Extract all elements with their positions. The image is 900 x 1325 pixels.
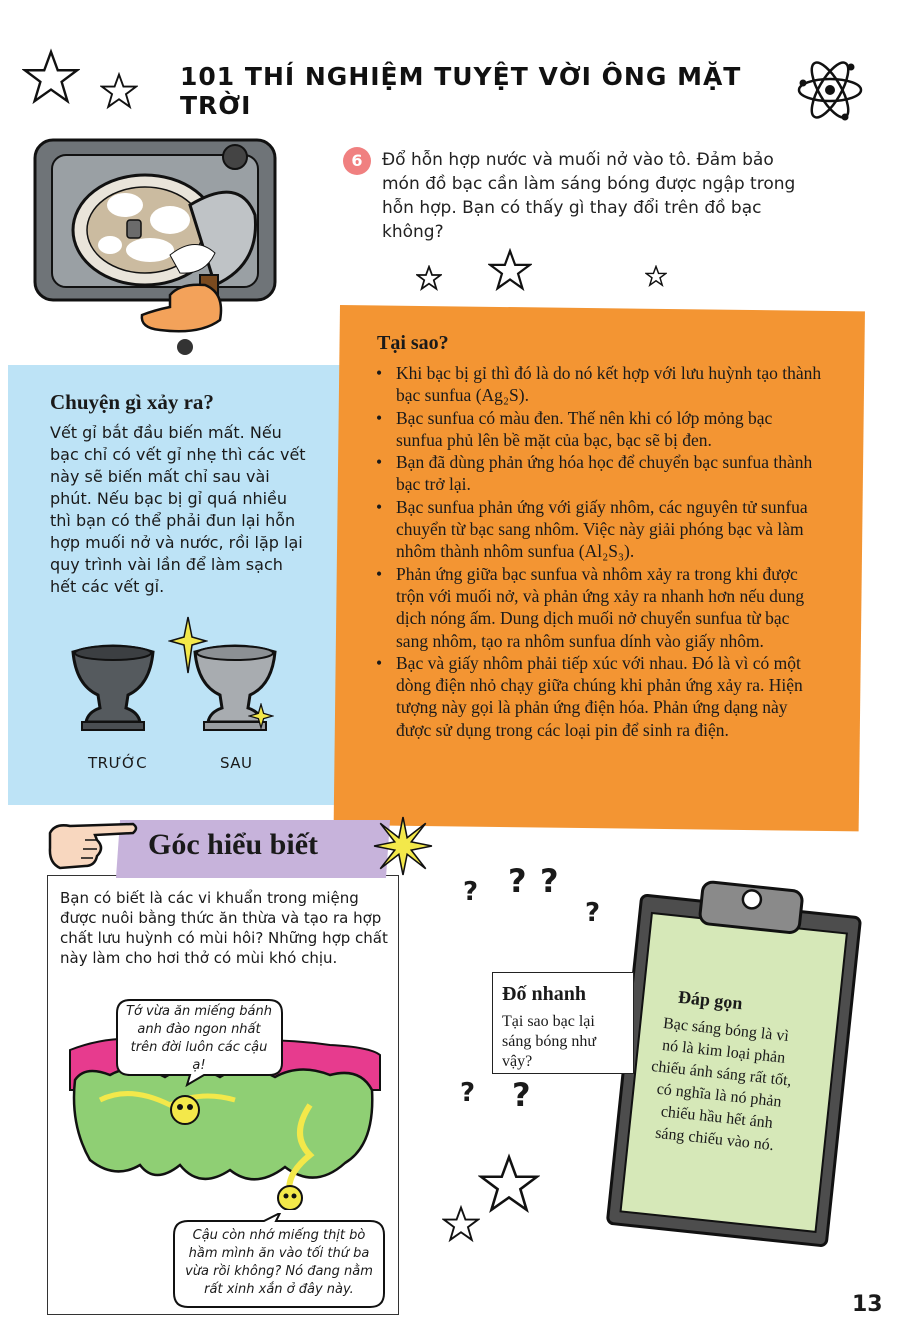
answer-title: Đáp gọn xyxy=(677,986,744,1014)
speech-bubble-text: Tớ vừa ăn miếng bánh anh đào ngon nhất trên đời luôn các cậu ạ! xyxy=(126,1004,272,1073)
sink-bowl-illustration xyxy=(30,135,330,360)
quick-quiz-question: Tại sao bạc lại sáng bóng như vậy? xyxy=(502,1013,596,1070)
question-mark-icon: ? xyxy=(585,898,601,928)
knowledge-title: Góc hiểu biết xyxy=(148,828,318,861)
question-mark-icon: ? xyxy=(508,862,527,900)
quick-quiz-title: Đố nhanh xyxy=(502,983,586,1005)
knowledge-text: Bạn có biết là các vi khuẩn trong miệng được nuôi bằng thức ăn thừa và tạo ra hợp chất lưu huỳnh có mùi hôi? Những hợp chất này làm cho hơi thở có mùi khó chịu. xyxy=(60,889,388,967)
what-happens-title: Chuyện gì xảy ra? xyxy=(50,390,214,414)
question-mark-icon: ? xyxy=(460,1078,476,1108)
star-icon xyxy=(22,48,80,106)
star-icon xyxy=(488,248,532,292)
question-mark-icon: ? xyxy=(540,862,559,900)
step-number-badge: 6 xyxy=(343,147,371,175)
speech-bubble-text: Cậu còn nhớ miếng thịt bò hầm mình ăn vào tối thứ ba vừa rồi không? Nó đang nằm rất xinh xắn ở đây này. xyxy=(185,1228,373,1297)
list-item: • Bạc và giấy nhôm phải tiếp xúc với nhau. Đó là vì có một dòng điện nhỏ chạy giữa chúng khi phản ứng xảy ra. Hiện tượng này gọi là phản ứng điện hóa. Phản ứng dạng này được sử dụng trong các loại pin để sinh ra điện. xyxy=(372,652,822,741)
goblet-before-illustration xyxy=(68,640,158,740)
atom-icon xyxy=(795,55,865,125)
what-happens-text: Vết gỉ bắt đầu biến mất. Nếu bạc chỉ có vết gỉ nhẹ thì các vết này sẽ biến mất chỉ sau vài phút. Nếu bạc bị gỉ quá nhiều thì bạn có thể phải đun lại hỗn hợp muối nở và nước, rồi lặp lại quy trình vài lần để làm sạch hết các vết gỉ. xyxy=(50,423,306,596)
sparkle-icon xyxy=(168,615,208,675)
list-item: • Bạc sunfua phản ứng với giấy nhôm, các nguyên tử sunfua chuyển từ bạc sang nhôm. Việc này giải phóng bạc và làm nhôm thành nhôm sunfua (Al₂S₃). xyxy=(372,496,822,563)
why-list xyxy=(372,362,822,741)
star-icon xyxy=(416,265,442,291)
star-icon xyxy=(100,72,138,110)
step-instruction: Đổ hỗn hợp nước và muối nở vào tô. Đảm bảo món đồ bạc cần làm sáng bóng được ngập trong hỗn hợp. Bạn có thấy gì thay đổi trên đồ bạc không? xyxy=(382,150,796,242)
question-mark-icon: ? xyxy=(463,877,479,907)
sparkle-icon xyxy=(248,703,274,729)
hand-pointer-icon xyxy=(45,818,140,873)
question-mark-icon: ? xyxy=(512,1076,531,1114)
page-title: 101 THÍ NGHIỆM TUYỆT VỜI ÔNG MẶT TRỜI xyxy=(180,62,742,120)
star-icon xyxy=(478,1153,540,1215)
after-caption: SAU xyxy=(220,754,253,772)
star-icon xyxy=(645,265,667,287)
list-item: • Phản ứng giữa bạc sunfua và nhôm xảy ra trong khi được trộn với muối nở, và phản ứng xảy ra nhanh hơn nếu dung dịch nóng ấm. Dung dịch muối nở chuyển sunfua từ bạc sang nhôm, tạo ra nhôm sunfua dính vào giấy nhôm. xyxy=(372,563,822,652)
why-title: Tại sao? xyxy=(377,332,449,354)
list-item: • Bạn đã dùng phản ứng hóa học để chuyển bạc sunfua thành bạc trở lại. xyxy=(372,451,822,496)
list-item: • Khi bạc bị gỉ thì đó là do nó kết hợp với lưu huỳnh tạo thành bạc sunfua (Ag₂S). xyxy=(372,362,822,407)
page-number: 13 xyxy=(852,1292,883,1317)
answer-text: Bạc sáng bóng là vì nó là kim loại phản chiếu ánh sáng rất tốt, có nghĩa là nó phản chiếu hầu hết ánh sáng chiếu vào nó. xyxy=(650,1014,793,1155)
before-caption: TRƯỚC xyxy=(88,754,148,772)
star-icon xyxy=(442,1205,480,1243)
list-item: • Bạc sunfua có màu đen. Thế nên khi có lớp mỏng bạc sunfua phủ lên bề mặt của bạc, bạc sẽ bị đen. xyxy=(372,407,822,452)
sparkle-icon xyxy=(372,815,434,877)
